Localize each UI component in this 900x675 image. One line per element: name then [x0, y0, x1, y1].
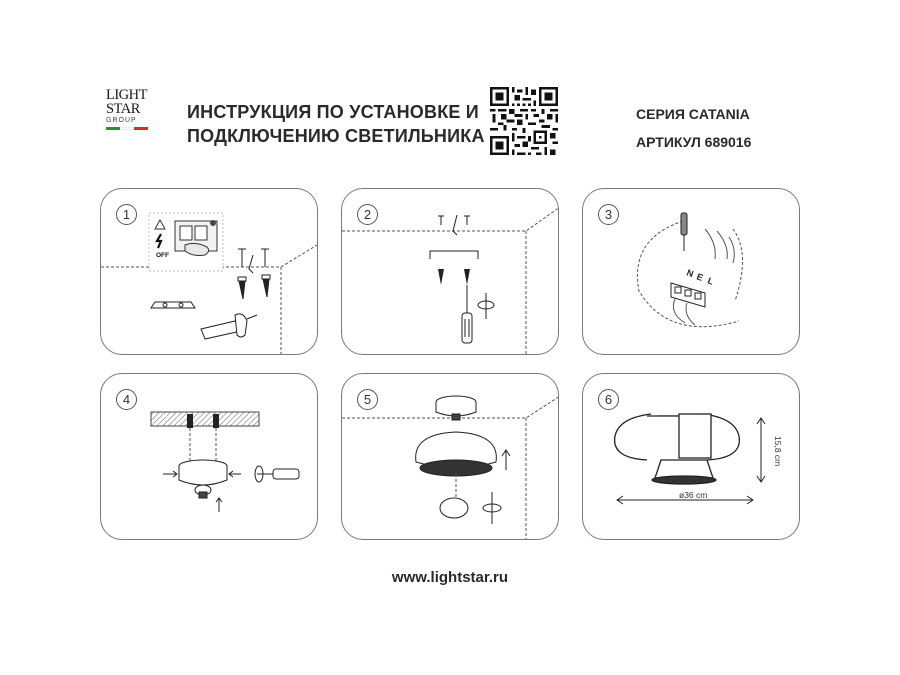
step-4-panel: [100, 373, 318, 540]
logo-line-3: GROUP: [106, 117, 137, 124]
off-label: OFF: [156, 252, 169, 259]
lamp-icon: [615, 414, 740, 484]
step-3-panel: [582, 188, 800, 355]
logo-line-1: LIGHT: [106, 87, 147, 103]
step-6-number: 6: [598, 389, 619, 410]
step-3-illustration: [583, 189, 800, 355]
italian-flag-stripe: [106, 127, 148, 130]
product-info: [636, 100, 751, 156]
wire-label-e: E: [695, 271, 705, 283]
step-5-number: 5: [357, 389, 378, 410]
step-3-number: 3: [598, 204, 619, 225]
website-link[interactable]: www.lightstar.ru: [391, 569, 509, 586]
screwdriver-icon: [255, 466, 299, 482]
wire-label-l: L: [706, 275, 715, 287]
screwdriver-icon: [462, 285, 472, 343]
canopy-icon: [179, 460, 227, 498]
series-label: СЕРИЯ CATANIA: [636, 106, 750, 122]
lamp-shade-icon: [416, 432, 497, 476]
drill-icon: [201, 314, 257, 339]
step-5-panel: [341, 373, 559, 540]
diffuser-icon: [440, 498, 468, 518]
terminal-block-icon: [671, 283, 705, 307]
step-2-illustration: [342, 189, 559, 355]
article-label: АРТИКУЛ 689016: [636, 134, 752, 150]
height-label: 15,8 cm: [773, 436, 783, 467]
step-1-panel: [100, 188, 318, 355]
mounting-bracket-icon: [151, 302, 195, 308]
width-label: ø36 cm: [679, 490, 708, 500]
qr-code: [490, 87, 558, 155]
page-title: [187, 100, 485, 148]
screw-icon: [464, 269, 470, 285]
screws-icon: [238, 249, 270, 299]
step-2-number: 2: [357, 204, 378, 225]
title-line-2: ПОДКЛЮЧЕНИЮ СВЕТИЛЬНИКА: [187, 126, 485, 146]
step-4-number: 4: [116, 389, 137, 410]
step-1-number: 1: [116, 204, 137, 225]
brand-logo: [106, 88, 154, 150]
step-5-illustration: [342, 374, 559, 540]
step-6-panel: [582, 373, 800, 540]
step-2-panel: [341, 188, 559, 355]
step-4-illustration: [101, 374, 318, 540]
step-1-illustration: [101, 189, 318, 355]
rotate-arrow-icon: [478, 293, 494, 319]
logo-line-2: STAR: [106, 101, 140, 117]
canopy-icon: [436, 396, 476, 420]
wire-label-n: N: [685, 267, 695, 280]
tester-screwdriver-icon: [681, 213, 687, 251]
title-line-1: ИНСТРУКЦИЯ ПО УСТАНОВКЕ И: [187, 102, 479, 122]
screw-icon: [438, 269, 444, 285]
step-6-illustration: [583, 374, 800, 540]
